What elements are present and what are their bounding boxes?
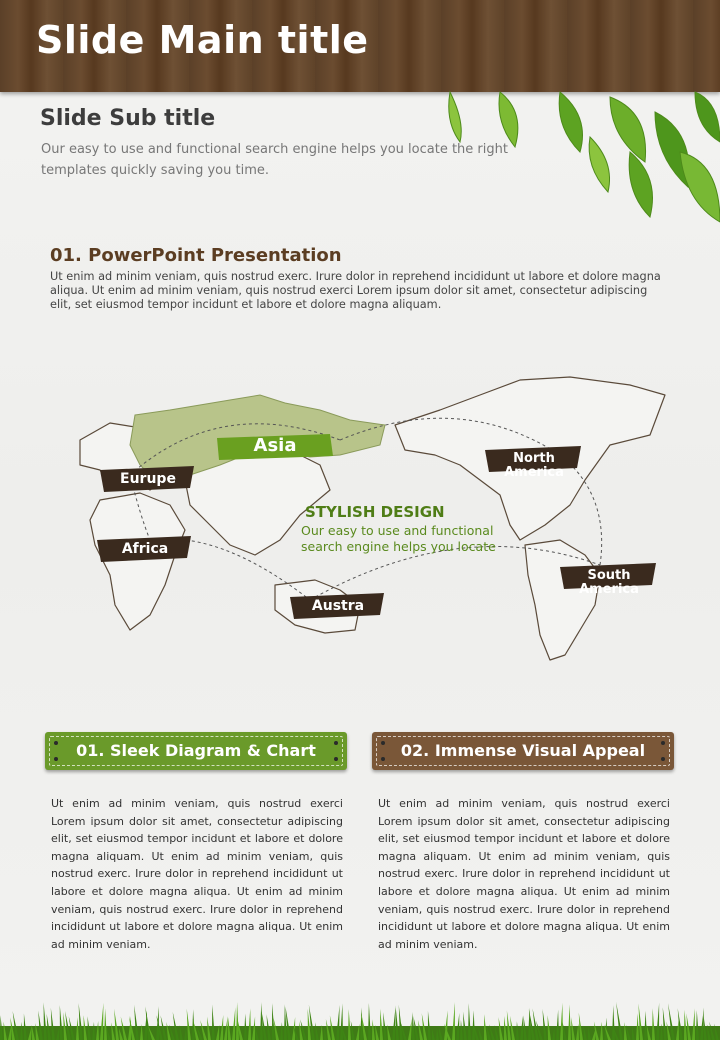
- tag-south-america: South America: [560, 563, 658, 589]
- grass-blade: [380, 1009, 383, 1040]
- grass-blade: [696, 1010, 699, 1040]
- grass-blade: [644, 1011, 647, 1040]
- grass-blade: [348, 1009, 351, 1040]
- grass-blade: [340, 1003, 343, 1040]
- tag-africa: Africa: [97, 536, 193, 562]
- tag-australia: Austra: [290, 593, 386, 619]
- subtitle-description: Our easy to use and functional search engine helps you locate the right templates quickly saving you time.: [41, 142, 508, 178]
- grass-blade: [212, 1004, 215, 1040]
- slide-subtitle: Slide Sub title: [40, 106, 216, 131]
- header-wood-bar: [0, 0, 720, 92]
- grass-blade: [656, 1003, 659, 1040]
- grass-blade: [248, 1008, 251, 1040]
- grass-blade: [60, 1005, 63, 1040]
- grass-blade: [612, 1005, 615, 1040]
- tag-asia: Asia: [215, 432, 335, 460]
- column-2-text: Ut enim ad minim veniam, quis nostrud exerci Lorem ipsum dolor sit amet, consectetur adipiscing elit, set eiusmod tempor incidunt et labore et dolore magna aliquam. Ut enim ad minim veniam, quis nostrud exerc. Irure dolor in reprehend incididunt ut labore et dolore magna aliqua. Ut enim ad minim veniam, quis nostrud exerc. Irure dolor in reprehend incididunt ut labore et dolore magna aliqua. Ut enim ad minim veniam.: [378, 797, 670, 951]
- grass-decoration-icon: [0, 998, 720, 1040]
- column-2-title: 02. Immense Visual Appeal: [400, 741, 646, 760]
- callout-title: STYLISH DESIGN: [305, 503, 445, 521]
- grass-blade: [284, 1004, 287, 1040]
- column-1-text: Ut enim ad minim veniam, quis nostrud exerci Lorem ipsum dolor sit amet, consectetur adipiscing elit, set eiusmod tempor incidunt et labore et dolore magna aliquam. Ut enim ad minim veniam, quis nostrud exerc. Irure dolor in reprehend incididunt ut labore et dolore magna aliqua. Ut enim ad minim veniam, quis nostrud exerc. Irure dolor in reprehend incididunt ut labore et dolore magna aliqua. Ut enim ad minim veniam.: [51, 797, 343, 951]
- south-america-landmass: [525, 540, 600, 660]
- grass-blade: [692, 1008, 695, 1040]
- grass-blade: [104, 1009, 107, 1040]
- column-1-title: 01. Sleek Diagram & Chart: [76, 741, 316, 760]
- grass-blade: [472, 1010, 475, 1040]
- column-1-banner: [45, 732, 347, 770]
- grass-blade: [192, 1009, 195, 1040]
- grass-blade: [652, 1008, 655, 1040]
- section-description: Ut enim ad minim veniam, quis nostrud exerc. Irure dolor in reprehend incididunt ut labore et dolore magna aliqua. Ut enim ad minim veniam, quis nostrud exerci Lorem ipsum dolor sit amet, consectetur adipiscing elit, set eiusmod tempor incidunt et labore et dolore magna aliquam.: [50, 270, 661, 311]
- grass-blade: [468, 1003, 471, 1040]
- grass-blade: [156, 1006, 159, 1040]
- grass-blade: [684, 1010, 687, 1040]
- tag-north-america: North America: [485, 446, 583, 472]
- grass-blade: [452, 1002, 455, 1040]
- grass-blade: [272, 1003, 275, 1040]
- column-2-banner: [372, 732, 674, 770]
- callout-description: Our easy to use and functional search engine helps you locate: [301, 523, 496, 554]
- main-title: Slide Main title: [36, 18, 369, 62]
- section-title: 01. PowerPoint Presentation: [50, 245, 342, 266]
- grass-blade: [44, 1002, 47, 1040]
- grass-blade: [568, 1004, 571, 1040]
- grass-blade: [368, 1003, 371, 1040]
- grass-blade: [556, 1010, 559, 1040]
- tag-europe: Eurupe: [100, 466, 196, 492]
- grass-blade: [560, 1003, 563, 1040]
